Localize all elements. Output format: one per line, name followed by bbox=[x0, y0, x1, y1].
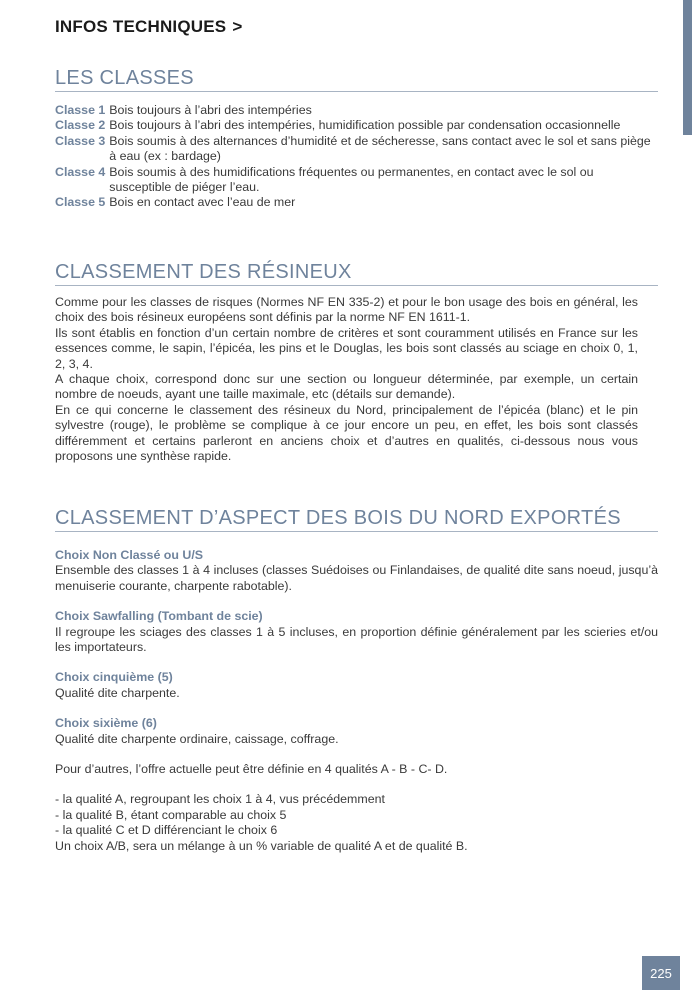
choice-text: Qualité dite charpente ordinaire, caissage, coffrage. bbox=[55, 731, 339, 746]
page-header bbox=[55, 17, 242, 37]
choice-text: Qualité dite charpente. bbox=[55, 685, 180, 700]
section-title-classes: LES CLASSES bbox=[55, 67, 658, 92]
class-row bbox=[55, 195, 658, 210]
list-item: - la qualité A, regroupant les choix 1 à 4, vus précédemment bbox=[55, 792, 385, 807]
section-title-aspect: CLASSEMENT D’ASPECT DES BOIS DU NORD EXPORTÉS bbox=[55, 507, 658, 532]
choice-title: Choix cinquième (5) bbox=[55, 670, 173, 685]
section-resineux bbox=[55, 261, 658, 464]
choice-block bbox=[55, 548, 658, 594]
list-item: - la qualité B, étant comparable au choix 5 bbox=[55, 807, 287, 822]
choice-title: Choix Sawfalling (Tombant de scie) bbox=[55, 609, 263, 624]
paragraph: Comme pour les classes de risques (Normes NF EN 335-2) et pour le bon usage des bois en général, les choix des bois résineux européens sont définis par la norme NF EN 1611-1. bbox=[55, 295, 638, 325]
class-text: Bois toujours à l’abri des intempéries bbox=[109, 103, 312, 117]
class-label: Classe 4 bbox=[55, 164, 106, 179]
choice-block bbox=[55, 716, 658, 747]
section-aspect bbox=[55, 507, 658, 854]
aspect-body bbox=[55, 548, 658, 854]
choice-block bbox=[55, 609, 658, 655]
paragraph: En ce qui concerne le classement des résineux du Nord, principalement de l’épicéa (blanc) et le pin sylvestre (rouge), le problème se complique à ce jour encore un peu, en effet, les bois sont classés différemment et certains parleront en anciens choix et d’autres en qualités, ci-dessous nous vous proposons une synthèse rapide. bbox=[55, 402, 638, 464]
list-item: - la qualité C et D différenciant le choix 6 bbox=[55, 823, 278, 838]
class-row bbox=[55, 103, 658, 118]
choice-title: Choix sixième (6) bbox=[55, 716, 157, 731]
class-label: Classe 5 bbox=[55, 195, 106, 210]
section-title-resineux: CLASSEMENT DES RÉSINEUX bbox=[55, 261, 658, 286]
resineux-body bbox=[55, 295, 638, 464]
class-label: Classe 2 bbox=[55, 118, 106, 133]
class-text: Bois en contact avec l’eau de mer bbox=[109, 195, 296, 210]
class-row bbox=[55, 118, 658, 133]
class-text: Bois soumis à des alternances d’humidité et de sécheresse, sans contact avec le sol et sans piège à eau (ex : bardage) bbox=[109, 133, 651, 164]
paragraph: Ils sont établis en fonction d’un certain nombre de critères et sont couramment utilisés en France sur les essences comme, le sapin, l’épicéa, les pins et le Douglas, les bois sont classés au sciage en choix 0, 1, 2, 3, 4. bbox=[55, 325, 638, 371]
classes-list bbox=[55, 103, 658, 211]
choice-text: Il regroupe les sciages des classes 1 à 5 incluses, en proportion définie généralement par les scieries et/ou les importateurs. bbox=[55, 624, 658, 655]
class-text: Bois toujours à l’abri des intempéries, humidification possible par condensation occasionnelle bbox=[109, 118, 621, 133]
side-accent-bar bbox=[683, 0, 692, 135]
choice-title: Choix Non Classé ou U/S bbox=[55, 548, 204, 562]
header-title: INFOS TECHNIQUES bbox=[55, 17, 227, 36]
choice-text: Ensemble des classes 1 à 4 incluses (classes Suédoises ou Finlandaises, de qualité dite sans noeud, jusqu’à menuiserie courante, charpente rabotable). bbox=[55, 563, 658, 593]
class-row bbox=[55, 134, 658, 165]
class-row bbox=[55, 165, 658, 196]
paragraph: A chaque choix, correspond donc sur une section ou longueur déterminée, par exemple, un certain nombre de noeuds, ayant une taille maximale, etc (détails sur demande). bbox=[55, 372, 638, 402]
class-label: Classe 3 bbox=[55, 133, 106, 148]
page-number: 225 bbox=[642, 956, 680, 990]
list-item: Un choix A/B, sera un mélange à un % variable de qualité A et de qualité B. bbox=[55, 838, 468, 853]
class-label: Classe 1 bbox=[55, 103, 106, 117]
chevron-right-icon: > bbox=[232, 17, 243, 36]
class-text: Bois soumis à des humidifications fréquentes ou permanentes, en contact avec le sol ou susceptible de piéger l’eau. bbox=[109, 164, 594, 195]
choice-block bbox=[55, 670, 658, 701]
qualities-list bbox=[55, 792, 658, 854]
qualities-intro: Pour d’autres, l’offre actuelle peut être définie en 4 qualités A - B - C- D. bbox=[55, 762, 448, 777]
section-classes bbox=[55, 67, 658, 211]
